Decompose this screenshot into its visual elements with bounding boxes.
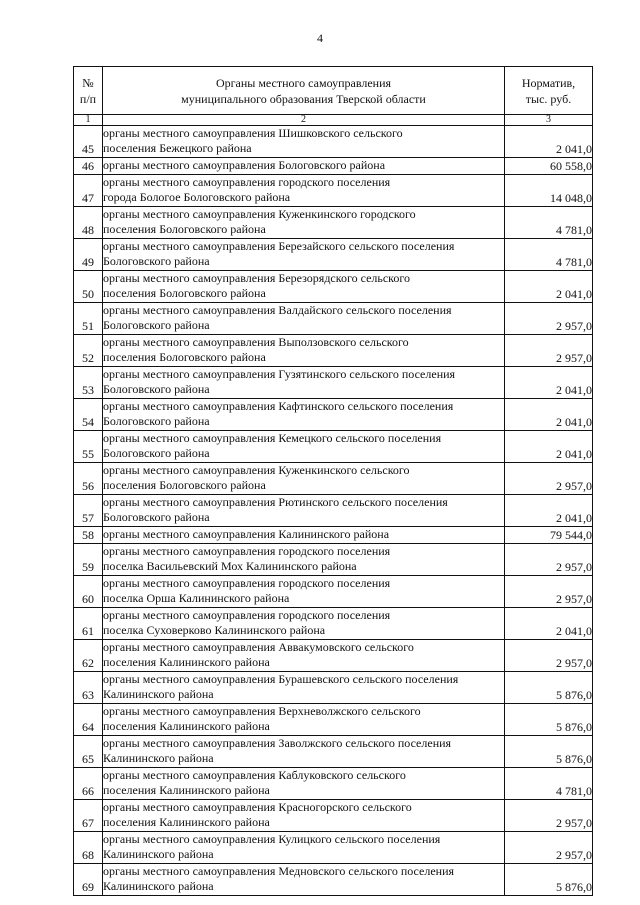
table-row: [74, 736, 593, 768]
authority-name: органы местного самоуправления Березайского сельского поселения Бологовского района: [103, 239, 505, 271]
table-row: [74, 158, 593, 175]
table-row: [74, 271, 593, 303]
column-numbers-row: [74, 115, 593, 126]
authority-name: органы местного самоуправления Калининского района: [103, 527, 505, 544]
table-row: [74, 672, 593, 704]
table-header: [74, 67, 593, 126]
authority-name: органы местного самоуправления Верхневолжского сельского поселения Калининского района: [103, 704, 505, 736]
authority-name: органы местного самоуправления Гузятинского сельского поселения Бологовского района: [103, 367, 505, 399]
norm-value: 2 041,0: [505, 271, 593, 303]
authority-name: органы местного самоуправления Выползовского сельского поселения Бологовского района: [103, 335, 505, 367]
authority-name: органы местного самоуправления Кемецкого сельского поселения Бологовского района: [103, 431, 505, 463]
header-norm: Норматив, тыс. руб.: [505, 67, 593, 115]
authority-name: органы местного самоуправления Кулицкого сельского поселения Калининского района: [103, 832, 505, 864]
norm-value: 2 041,0: [505, 399, 593, 431]
row-number: 56: [74, 463, 103, 495]
authority-name: органы местного самоуправления Аввакумовского сельского поселения Калининского района: [103, 640, 505, 672]
norm-value: 5 876,0: [505, 704, 593, 736]
norm-value: 2 957,0: [505, 303, 593, 335]
column-number: 2: [103, 115, 505, 126]
authority-name: органы местного самоуправления городского поселения поселка Орша Калининского района: [103, 576, 505, 608]
row-number: 67: [74, 800, 103, 832]
row-number: 57: [74, 495, 103, 527]
table-row: [74, 463, 593, 495]
table-row: [74, 608, 593, 640]
authority-name: органы местного самоуправления Красногорского сельского поселения Калининского района: [103, 800, 505, 832]
row-number: 64: [74, 704, 103, 736]
table-body: [74, 126, 593, 896]
table-row: [74, 399, 593, 431]
table-row: [74, 800, 593, 832]
table-row: [74, 495, 593, 527]
table-row: [74, 126, 593, 158]
row-number: 58: [74, 527, 103, 544]
authority-name: органы местного самоуправления городского поселения поселка Васильевский Мох Калининского района: [103, 544, 505, 576]
row-number: 61: [74, 608, 103, 640]
table-row: [74, 175, 593, 207]
authority-name: органы местного самоуправления Куженкинского сельского поселения Бологовского района: [103, 463, 505, 495]
row-number: 46: [74, 158, 103, 175]
table-row: [74, 303, 593, 335]
norm-value: 5 876,0: [505, 672, 593, 704]
row-number: 60: [74, 576, 103, 608]
row-number: 69: [74, 864, 103, 896]
table-row: [74, 431, 593, 463]
table-row: [74, 544, 593, 576]
norm-value: 2 957,0: [505, 463, 593, 495]
norm-value: 2 957,0: [505, 800, 593, 832]
authority-name: органы местного самоуправления Бологовского района: [103, 158, 505, 175]
table-row: [74, 527, 593, 544]
row-number: 62: [74, 640, 103, 672]
authority-name: органы местного самоуправления Шишковского сельского поселения Бежецкого района: [103, 126, 505, 158]
norm-value: 4 781,0: [505, 768, 593, 800]
norm-value: 5 876,0: [505, 736, 593, 768]
norm-value: 2 957,0: [505, 544, 593, 576]
row-number: 55: [74, 431, 103, 463]
header-authorities: Органы местного самоуправления муниципального образования Тверской области: [103, 67, 505, 115]
norm-value: 60 558,0: [505, 158, 593, 175]
norm-value: 4 781,0: [505, 207, 593, 239]
norm-value: 2 957,0: [505, 832, 593, 864]
norm-value: 2 041,0: [505, 126, 593, 158]
norms-table: [73, 66, 593, 896]
norm-value: 2 041,0: [505, 367, 593, 399]
row-number: 63: [74, 672, 103, 704]
row-number: 47: [74, 175, 103, 207]
row-number: 52: [74, 335, 103, 367]
page-number: 4: [317, 31, 323, 45]
authority-name: органы местного самоуправления Березорядского сельского поселения Бологовского района: [103, 271, 505, 303]
table-row: [74, 704, 593, 736]
table-row: [74, 239, 593, 271]
norm-value: 2 957,0: [505, 640, 593, 672]
authority-name: органы местного самоуправления Рютинского сельского поселения Бологовского района: [103, 495, 505, 527]
row-number: 54: [74, 399, 103, 431]
norm-value: 2 041,0: [505, 495, 593, 527]
norm-value: 5 876,0: [505, 864, 593, 896]
column-number: 3: [505, 115, 593, 126]
table-row: [74, 768, 593, 800]
norm-value: 2 041,0: [505, 608, 593, 640]
table-row: [74, 640, 593, 672]
authority-name: органы местного самоуправления Каблуковского сельского поселения Калининского района: [103, 768, 505, 800]
authority-name: органы местного самоуправления Заволжского сельского поселения Калининского района: [103, 736, 505, 768]
row-number: 51: [74, 303, 103, 335]
row-number: 66: [74, 768, 103, 800]
authority-name: органы местного самоуправления Куженкинского городского поселения Бологовского района: [103, 207, 505, 239]
row-number: 48: [74, 207, 103, 239]
row-number: 49: [74, 239, 103, 271]
table-row: [74, 576, 593, 608]
header-number: № п/п: [74, 67, 103, 115]
row-number: 45: [74, 126, 103, 158]
table-row: [74, 335, 593, 367]
row-number: 50: [74, 271, 103, 303]
row-number: 59: [74, 544, 103, 576]
authority-name: органы местного самоуправления городского поселения поселка Суховерково Калининского района: [103, 608, 505, 640]
column-number: 1: [74, 115, 103, 126]
authority-name: органы местного самоуправления Кафтинского сельского поселения Бологовского района: [103, 399, 505, 431]
norm-value: 2 957,0: [505, 335, 593, 367]
authority-name: органы местного самоуправления Медновского сельского поселения Калининского района: [103, 864, 505, 896]
row-number: 68: [74, 832, 103, 864]
authority-name: органы местного самоуправления городского поселения города Бологое Бологовского района: [103, 175, 505, 207]
norm-value: 2 041,0: [505, 431, 593, 463]
table-row: [74, 832, 593, 864]
table-row: [74, 864, 593, 896]
norm-value: 4 781,0: [505, 239, 593, 271]
row-number: 53: [74, 367, 103, 399]
norm-value: 14 048,0: [505, 175, 593, 207]
row-number: 65: [74, 736, 103, 768]
norm-value: 2 957,0: [505, 576, 593, 608]
table-row: [74, 207, 593, 239]
table-row: [74, 367, 593, 399]
authority-name: органы местного самоуправления Валдайского сельского поселения Бологовского района: [103, 303, 505, 335]
authority-name: органы местного самоуправления Бурашевского сельского поселения Калининского района: [103, 672, 505, 704]
norm-value: 79 544,0: [505, 527, 593, 544]
